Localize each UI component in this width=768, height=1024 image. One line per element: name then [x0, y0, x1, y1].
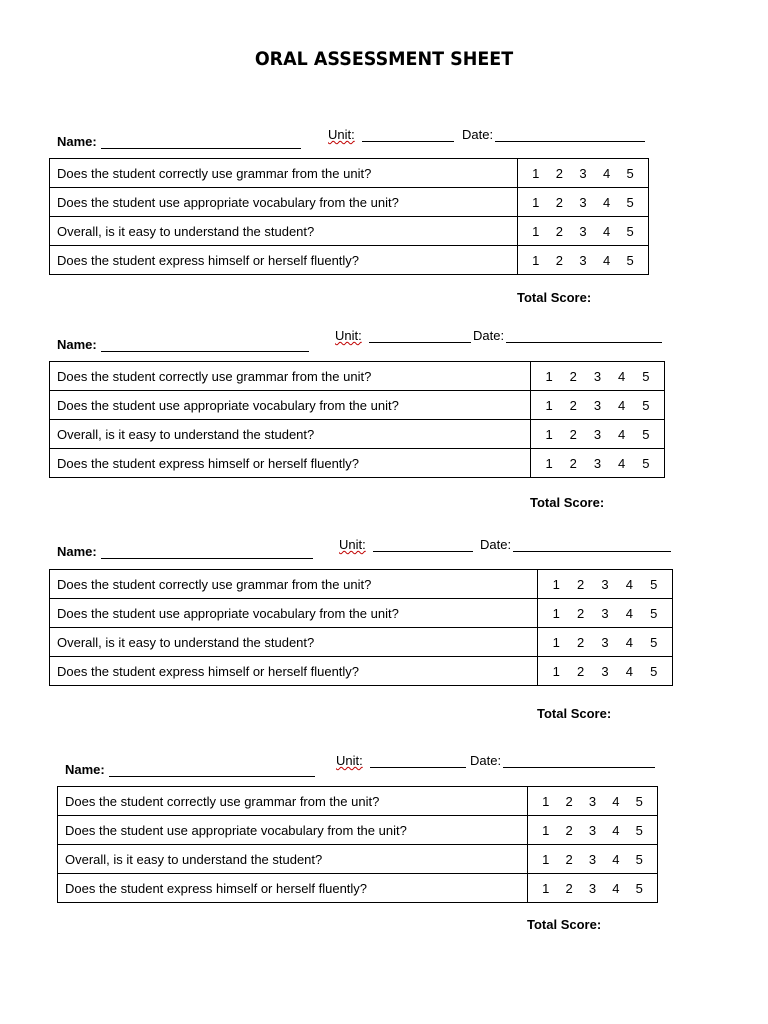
rating-option[interactable]: 3	[601, 663, 609, 679]
assessment-table-3	[49, 569, 673, 686]
rating-scale	[538, 599, 673, 628]
question-cell: Does the student express himself or herself fluently?	[50, 246, 518, 275]
rating-option[interactable]: 4	[602, 252, 611, 268]
date-field[interactable]	[495, 127, 645, 142]
rating-option[interactable]: 2	[555, 165, 563, 181]
rating-option[interactable]: 4	[602, 165, 611, 181]
table-row	[50, 217, 649, 246]
name-field[interactable]	[101, 337, 309, 352]
table-row	[58, 816, 658, 845]
rating-option[interactable]: 5	[642, 368, 650, 384]
date-label: Date:	[480, 537, 512, 552]
table-row	[58, 874, 658, 903]
rating-scale	[538, 570, 673, 599]
date-field[interactable]	[503, 753, 655, 768]
total-score-label: Total Score:	[527, 917, 602, 932]
rating-option[interactable]: 5	[635, 822, 643, 838]
total-score-label: Total Score:	[517, 290, 592, 305]
question-cell: Does the student correctly use grammar from the unit?	[58, 787, 528, 816]
rating-option[interactable]: 1	[545, 397, 553, 413]
rating-option[interactable]: 3	[593, 455, 602, 471]
rating-option[interactable]: 5	[642, 426, 650, 442]
question-cell: Overall, is it easy to understand the student?	[50, 628, 538, 657]
table-row	[58, 787, 658, 816]
rating-option[interactable]: 1	[542, 880, 550, 896]
table-row	[50, 657, 673, 686]
rating-scale	[518, 159, 649, 188]
rating-option[interactable]: 4	[602, 194, 611, 210]
rating-option[interactable]: 4	[625, 634, 633, 650]
rating-option[interactable]: 1	[545, 455, 553, 471]
rating-option[interactable]: 1	[552, 605, 560, 621]
rating-option[interactable]: 2	[569, 426, 577, 442]
table-row	[50, 362, 665, 391]
rating-option[interactable]: 3	[588, 822, 597, 838]
rating-option[interactable]: 5	[642, 397, 650, 413]
rating-option[interactable]: 2	[576, 605, 585, 621]
rating-option[interactable]: 3	[588, 880, 597, 896]
rating-option[interactable]: 1	[542, 851, 550, 867]
name-row-4	[65, 762, 365, 786]
table-row	[50, 570, 673, 599]
question-cell: Overall, is it easy to understand the student?	[58, 845, 528, 874]
rating-option[interactable]: 4	[602, 223, 611, 239]
unit-label	[335, 328, 362, 343]
table-row	[50, 420, 665, 449]
name-label: Name:	[57, 544, 97, 559]
rating-option[interactable]: 3	[593, 368, 602, 384]
rating-option[interactable]: 4	[612, 822, 620, 838]
rating-option[interactable]: 5	[626, 223, 634, 239]
assessment-table-1	[49, 158, 649, 275]
question-cell: Does the student correctly use grammar from the unit?	[50, 362, 531, 391]
rating-option[interactable]: 3	[593, 426, 602, 442]
rating-option[interactable]: 2	[565, 880, 573, 896]
question-cell: Does the student express himself or herself fluently?	[58, 874, 528, 903]
rating-option[interactable]: 2	[555, 223, 563, 239]
rating-option[interactable]: 1	[542, 822, 550, 838]
table-row	[50, 628, 673, 657]
rating-option[interactable]: 1	[532, 252, 540, 268]
rating-option[interactable]: 2	[569, 397, 577, 413]
rating-option[interactable]: 5	[650, 605, 658, 621]
rating-option[interactable]: 5	[650, 663, 658, 679]
rating-option[interactable]: 2	[555, 252, 563, 268]
rating-option[interactable]: 2	[576, 576, 585, 592]
name-row-2	[57, 337, 357, 361]
name-row-1	[57, 134, 357, 158]
rating-option[interactable]: 3	[579, 165, 587, 181]
question-cell: Does the student use appropriate vocabulary from the unit?	[58, 816, 528, 845]
table-row	[50, 246, 649, 275]
name-row-3	[57, 544, 357, 568]
unit-label-text: Unit:	[335, 328, 362, 343]
unit-label	[339, 537, 366, 552]
unit-field[interactable]	[369, 328, 471, 343]
table-row	[58, 845, 658, 874]
rating-option[interactable]: 1	[552, 663, 560, 679]
rating-option[interactable]: 3	[593, 397, 602, 413]
rating-option[interactable]: 4	[612, 880, 620, 896]
date-field[interactable]	[506, 328, 662, 343]
question-cell: Does the student use appropriate vocabulary from the unit?	[50, 188, 518, 217]
rating-option[interactable]: 3	[579, 194, 587, 210]
rating-scale	[531, 391, 665, 420]
rating-option[interactable]: 3	[601, 605, 609, 621]
name-field[interactable]	[109, 762, 315, 777]
rating-option[interactable]: 4	[625, 605, 633, 621]
rating-scale	[528, 787, 658, 816]
rating-scale	[538, 657, 673, 686]
name-field[interactable]	[101, 134, 301, 149]
rating-option[interactable]: 2	[565, 793, 573, 809]
rating-option[interactable]: 4	[612, 793, 620, 809]
rating-scale	[518, 188, 649, 217]
rating-option[interactable]: 5	[635, 880, 643, 896]
rating-option[interactable]: 5	[635, 851, 643, 867]
rating-option[interactable]: 4	[618, 426, 626, 442]
rating-option[interactable]: 5	[650, 634, 658, 650]
page-title: ORAL ASSESSMENT SHEET	[254, 48, 514, 70]
rating-option[interactable]: 3	[579, 223, 587, 239]
name-field[interactable]	[101, 544, 313, 559]
date-label: Date:	[473, 328, 505, 343]
rating-scale	[528, 845, 658, 874]
question-cell: Does the student express himself or herself fluently?	[50, 657, 538, 686]
rating-option[interactable]: 1	[545, 368, 553, 384]
unit-label	[336, 753, 363, 768]
table-row	[50, 159, 649, 188]
rating-option[interactable]: 1	[542, 793, 550, 809]
rating-option[interactable]: 4	[625, 663, 633, 679]
question-cell: Does the student use appropriate vocabulary from the unit?	[50, 599, 538, 628]
rating-scale	[531, 420, 665, 449]
rating-option[interactable]: 1	[552, 634, 560, 650]
unit-label-text: Unit:	[328, 127, 355, 142]
rating-option[interactable]: 5	[626, 252, 634, 268]
rating-option[interactable]: 5	[642, 455, 650, 471]
rating-option[interactable]: 5	[650, 576, 658, 592]
unit-field[interactable]	[373, 537, 473, 552]
rating-scale	[528, 874, 658, 903]
question-cell: Does the student correctly use grammar from the unit?	[50, 570, 538, 599]
rating-scale	[528, 816, 658, 845]
rating-option[interactable]: 5	[626, 165, 634, 181]
unit-label	[328, 127, 355, 142]
rating-option[interactable]: 4	[618, 455, 626, 471]
rating-option[interactable]: 2	[555, 194, 563, 210]
rating-option[interactable]: 4	[625, 576, 633, 592]
unit-field[interactable]	[370, 753, 466, 768]
rating-option[interactable]: 2	[576, 634, 585, 650]
assessment-table-4	[57, 786, 658, 903]
rating-option[interactable]: 1	[545, 426, 553, 442]
table-row	[50, 599, 673, 628]
table-row	[50, 391, 665, 420]
rating-option[interactable]: 2	[569, 368, 577, 384]
rating-scale	[538, 628, 673, 657]
rating-option[interactable]: 3	[588, 851, 597, 867]
rating-option[interactable]: 3	[601, 576, 609, 592]
rating-scale	[518, 246, 649, 275]
question-cell: Overall, is it easy to understand the student?	[50, 217, 518, 246]
question-cell: Does the student express himself or herself fluently?	[50, 449, 531, 478]
question-cell: Overall, is it easy to understand the student?	[50, 420, 531, 449]
rating-option[interactable]: 1	[532, 194, 540, 210]
rating-option[interactable]: 3	[601, 634, 609, 650]
rating-option[interactable]: 1	[552, 576, 560, 592]
rating-scale	[531, 449, 665, 478]
rating-scale	[531, 362, 665, 391]
name-label: Name:	[57, 337, 97, 352]
rating-option[interactable]: 3	[588, 793, 597, 809]
unit-label-text: Unit:	[336, 753, 363, 768]
name-label: Name:	[57, 134, 97, 149]
rating-option[interactable]: 2	[576, 663, 585, 679]
rating-option[interactable]: 5	[635, 793, 643, 809]
date-field[interactable]	[513, 537, 671, 552]
rating-option[interactable]: 2	[565, 822, 573, 838]
rating-option[interactable]: 1	[532, 223, 540, 239]
question-cell: Does the student correctly use grammar from the unit?	[50, 159, 518, 188]
question-cell: Does the student use appropriate vocabulary from the unit?	[50, 391, 531, 420]
unit-label-text: Unit:	[339, 537, 366, 552]
date-label: Date:	[462, 127, 494, 142]
rating-option[interactable]: 3	[579, 252, 587, 268]
rating-option[interactable]: 5	[626, 194, 634, 210]
assessment-table-2	[49, 361, 665, 478]
table-row	[50, 449, 665, 478]
total-score-label: Total Score:	[530, 495, 605, 510]
name-label: Name:	[65, 762, 105, 777]
unit-field[interactable]	[362, 127, 454, 142]
rating-option[interactable]: 4	[612, 851, 620, 867]
rating-option[interactable]: 2	[565, 851, 573, 867]
total-score-label: Total Score:	[537, 706, 612, 721]
rating-scale	[518, 217, 649, 246]
rating-option[interactable]: 2	[569, 455, 577, 471]
rating-option[interactable]: 4	[618, 368, 626, 384]
table-row	[50, 188, 649, 217]
date-label: Date:	[470, 753, 502, 768]
rating-option[interactable]: 1	[532, 165, 540, 181]
rating-option[interactable]: 4	[618, 397, 626, 413]
